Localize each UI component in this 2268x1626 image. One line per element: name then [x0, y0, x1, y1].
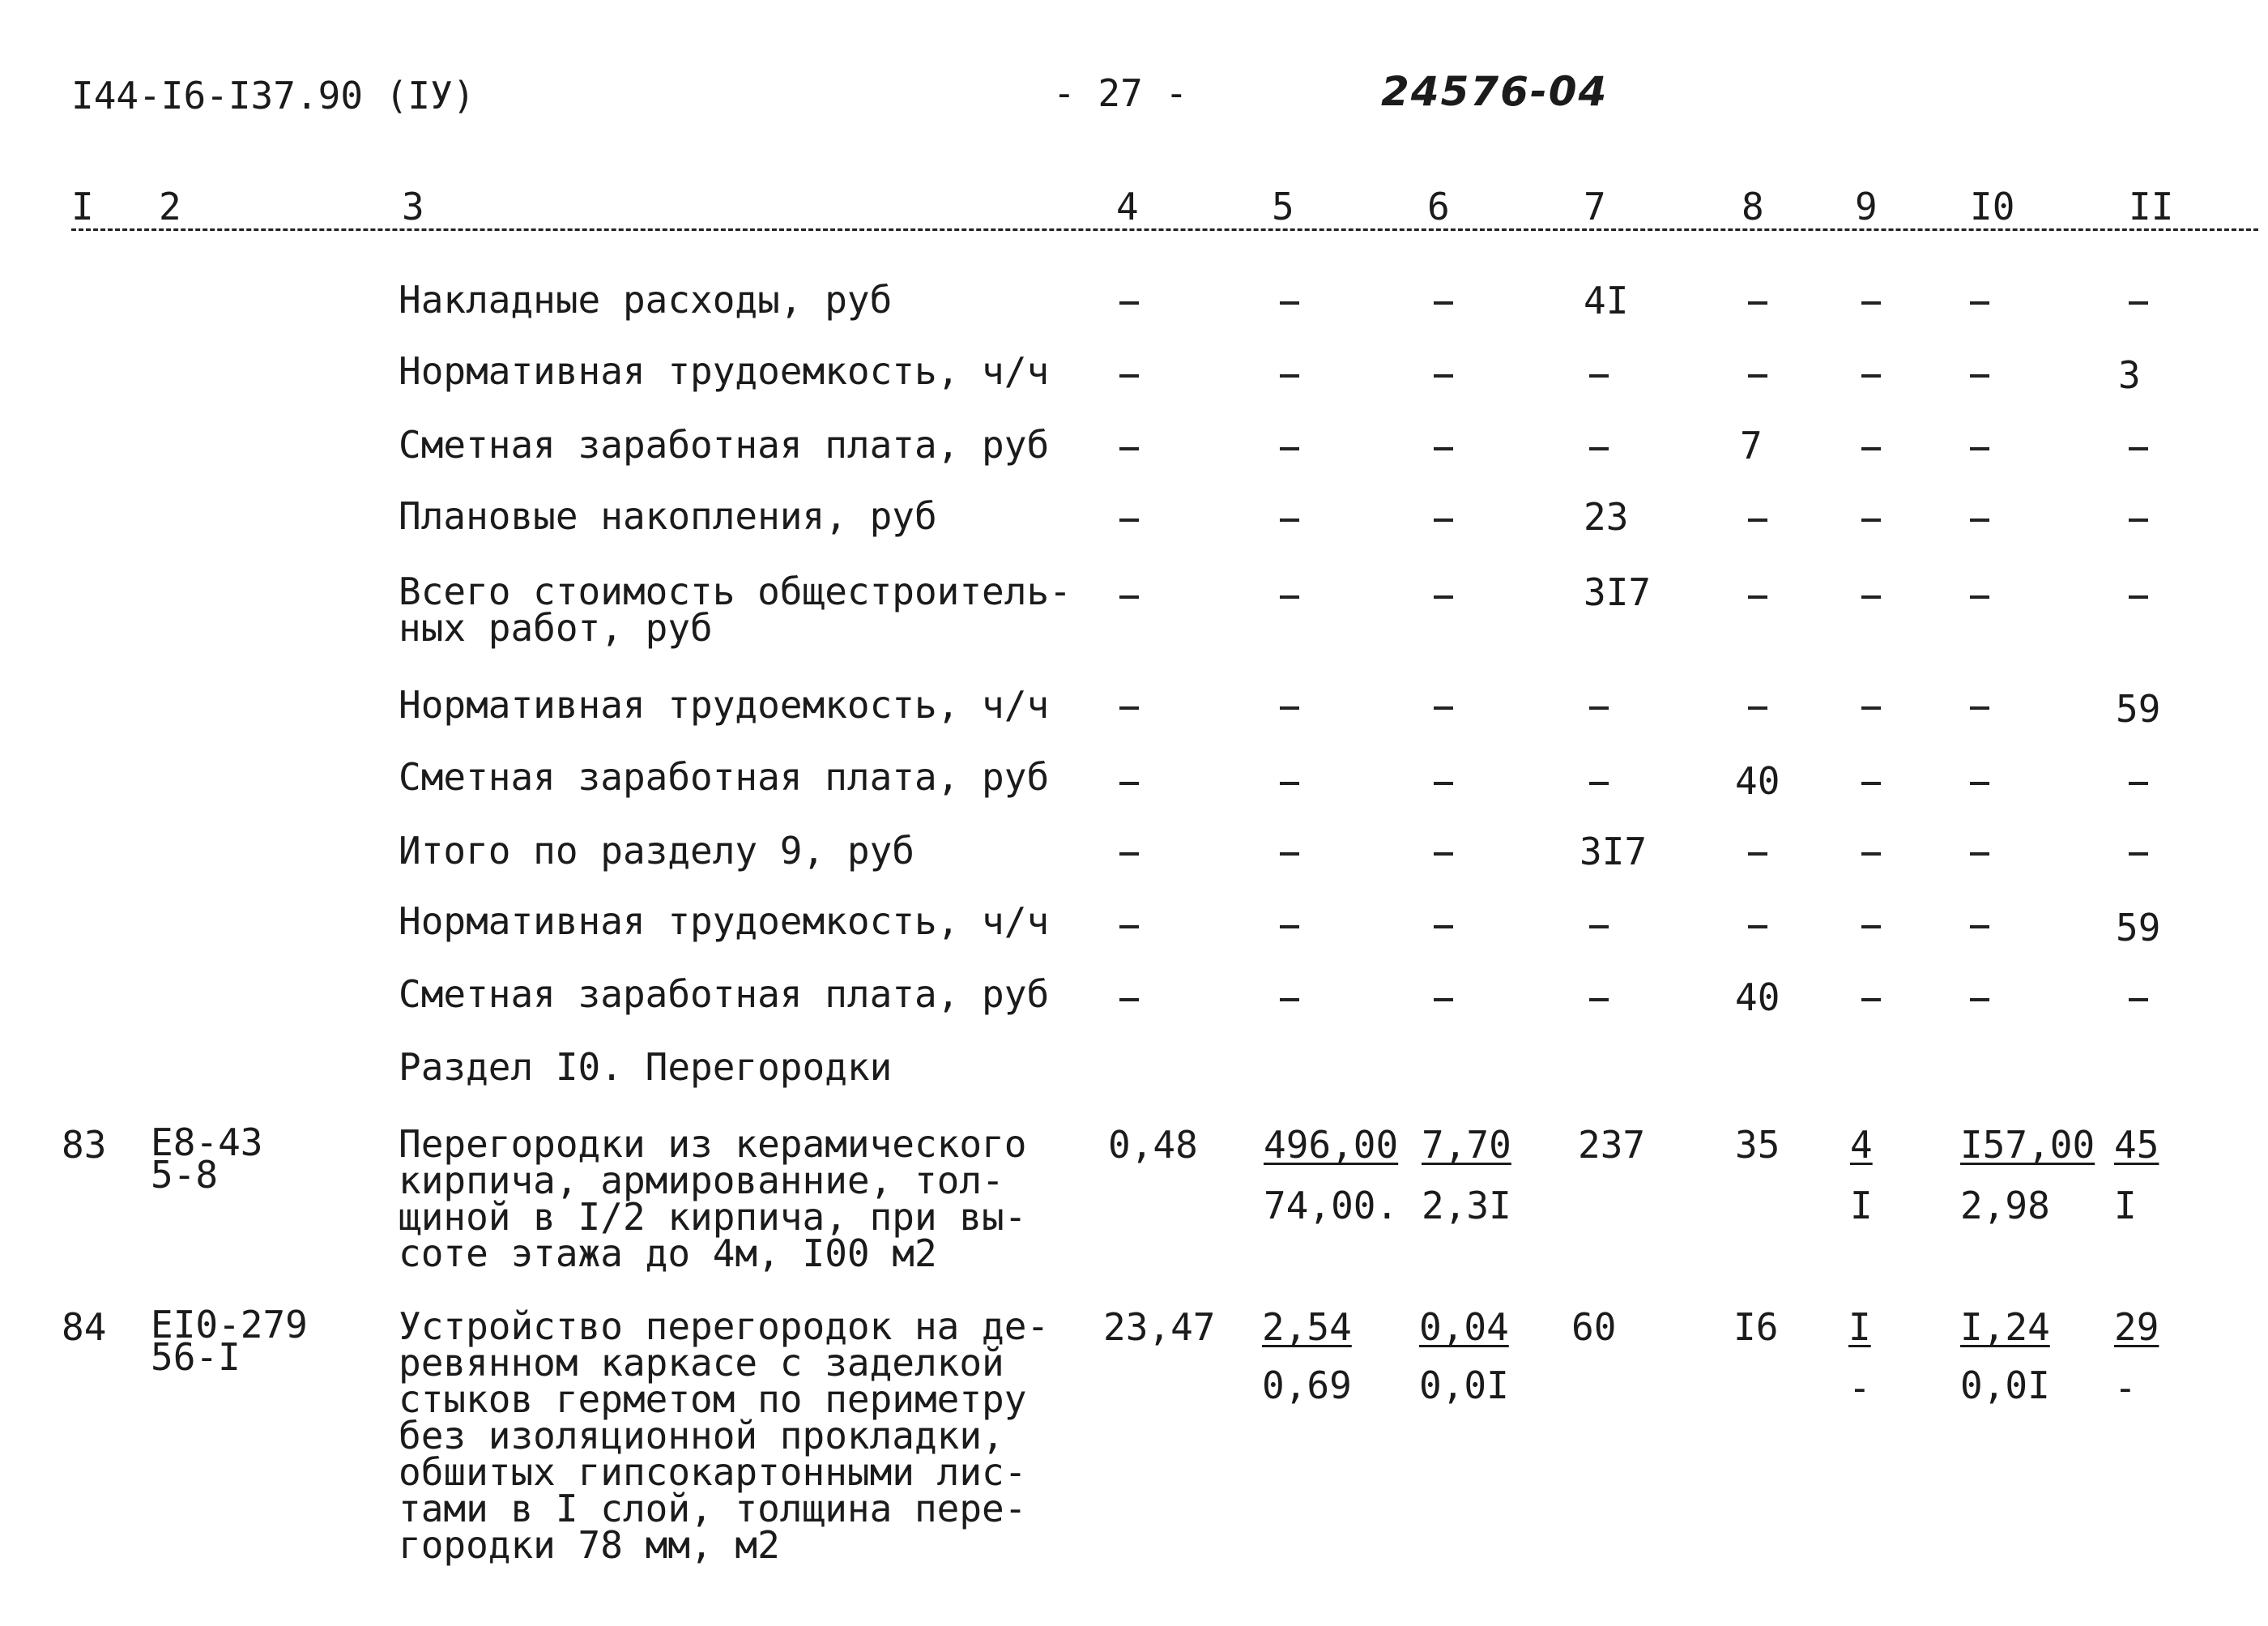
empty-cell-dash [1589, 447, 1609, 450]
empty-cell-dash [1434, 852, 1453, 856]
cell-col6-top: 0,04 [1419, 1305, 1509, 1349]
cell-col9-bottom: - [1848, 1366, 1871, 1410]
empty-cell-dash [1970, 301, 1989, 305]
cell-col5-top: 496,00 [1264, 1123, 1399, 1167]
cell-col11-top: 45 [2114, 1123, 2159, 1167]
empty-cell-dash [1280, 447, 1299, 450]
row-label: Нормативная трудоемкость, ч/ч [399, 349, 1050, 393]
empty-cell-dash [1119, 301, 1139, 305]
cell-col6-bottom: 0,0I [1419, 1364, 1509, 1407]
row-label: Итого по разделу 9, руб [399, 829, 914, 873]
document-code: I44-I6-I37.90 (IУ) [71, 74, 475, 117]
item-code [151, 1303, 308, 1379]
empty-cell-dash [1861, 519, 1881, 522]
cell-col7: 23 [1584, 495, 1629, 539]
item-number: 83 [62, 1123, 107, 1167]
empty-cell-dash [1861, 852, 1881, 856]
cell-col10-bottom: 0,0I [1960, 1364, 2050, 1407]
empty-cell-dash [1861, 998, 1881, 1001]
cell-col11: 3 [2118, 353, 2141, 397]
cell-col6-top: 7,70 [1422, 1123, 1511, 1167]
empty-cell-dash [2129, 998, 2148, 1001]
col-header-11: II [2129, 185, 2174, 228]
empty-cell-dash [1119, 374, 1139, 378]
item-code-line2: 5-8 [151, 1153, 219, 1197]
row-label: Сметная заработная плата, руб [399, 423, 1050, 467]
empty-cell-dash [1970, 852, 1989, 856]
empty-cell-dash [1434, 374, 1453, 378]
col-header-10: I0 [1970, 185, 2015, 228]
empty-cell-dash [1970, 595, 1989, 599]
cell-col8: I6 [1733, 1305, 1779, 1349]
empty-cell-dash [1119, 519, 1139, 522]
item-description: Устройство перегородок на де- ревянном каркасе с заделкой стыков герметом по периметру без изоляционной прокладки, обшитых гипсокартонными лис- тами в I слой, толщина пере- городки 78 мм, м2 [399, 1304, 1050, 1567]
col-header-6: 6 [1427, 185, 1450, 228]
empty-cell-dash [2129, 782, 2148, 785]
empty-cell-dash [1970, 782, 1989, 785]
row-label: Накладные расходы, руб [399, 278, 893, 322]
cell-col11-top: 29 [2114, 1305, 2159, 1349]
cell-col10-top: I57,00 [1960, 1123, 2095, 1167]
row-label: Нормативная трудоемкость, ч/ч [399, 683, 1050, 727]
empty-cell-dash [1589, 706, 1609, 710]
empty-cell-dash [1119, 998, 1139, 1001]
empty-cell-dash [2129, 519, 2148, 522]
empty-cell-dash [1434, 519, 1453, 522]
empty-cell-dash [1434, 595, 1453, 599]
empty-cell-dash [1861, 301, 1881, 305]
cell-col10-bottom: 2,98 [1960, 1184, 2050, 1227]
cell-col5-top: 2,54 [1262, 1305, 1352, 1349]
section-title: Раздел I0. Перегородки [399, 1045, 893, 1089]
cell-col9-bottom: I [1850, 1184, 1873, 1227]
empty-cell-dash [1861, 782, 1881, 785]
cell-col11-bottom: - [2114, 1366, 2137, 1410]
empty-cell-dash [1861, 925, 1881, 928]
empty-cell-dash [1434, 998, 1453, 1001]
cell-col7: 4I [1584, 279, 1629, 322]
item-code [151, 1120, 263, 1197]
row-label: Нормативная трудоемкость, ч/ч [399, 899, 1050, 943]
empty-cell-dash [1970, 925, 1989, 928]
empty-cell-dash [1589, 782, 1609, 785]
empty-cell-dash [1970, 519, 1989, 522]
empty-cell-dash [1434, 301, 1453, 305]
empty-cell-dash [2129, 447, 2148, 450]
cell-col7: 60 [1571, 1305, 1617, 1349]
cell-col11-bottom: I [2114, 1184, 2137, 1227]
item-code-line2: 56-I [151, 1335, 241, 1379]
cell-col7: 3I7 [1580, 830, 1648, 873]
empty-cell-dash [1280, 595, 1299, 599]
empty-cell-dash [1861, 595, 1881, 599]
empty-cell-dash [2129, 595, 2148, 599]
row-label: Сметная заработная плата, руб [399, 972, 1050, 1016]
empty-cell-dash [1280, 998, 1299, 1001]
item-code-line1: ЕI0-279 [151, 1303, 308, 1346]
col-header-2: 2 [159, 185, 181, 228]
cell-col5-bottom: 74,00. [1264, 1184, 1399, 1227]
empty-cell-dash [1119, 706, 1139, 710]
empty-cell-dash [1434, 706, 1453, 710]
empty-cell-dash [2129, 852, 2148, 856]
empty-cell-dash [1280, 782, 1299, 785]
col-header-7: 7 [1584, 185, 1606, 228]
empty-cell-dash [1748, 925, 1767, 928]
empty-cell-dash [1280, 301, 1299, 305]
cell-col9-top: 4 [1850, 1123, 1873, 1167]
empty-cell-dash [1434, 782, 1453, 785]
empty-cell-dash [1280, 374, 1299, 378]
row-label: Сметная заработная плата, руб [399, 755, 1050, 799]
empty-cell-dash [1970, 447, 1989, 450]
cell-col5-bottom: 0,69 [1262, 1364, 1352, 1407]
empty-cell-dash [1748, 595, 1767, 599]
page-number: - 27 - [1053, 71, 1188, 115]
empty-cell-dash [1119, 447, 1139, 450]
cell-col8: 7 [1740, 424, 1763, 467]
empty-cell-dash [1861, 374, 1881, 378]
cell-col6-bottom: 2,3I [1422, 1184, 1511, 1227]
cell-col8: 35 [1735, 1123, 1780, 1167]
empty-cell-dash [1861, 706, 1881, 710]
empty-cell-dash [1970, 998, 1989, 1001]
cell-col9-top: I [1848, 1305, 1871, 1349]
empty-cell-dash [1119, 595, 1139, 599]
item-number: 84 [62, 1305, 107, 1349]
empty-cell-dash [1748, 852, 1767, 856]
empty-cell-dash [1748, 301, 1767, 305]
col-header-9: 9 [1855, 185, 1878, 228]
item-code-line1: Е8-43 [151, 1120, 263, 1164]
empty-cell-dash [1748, 374, 1767, 378]
cell-col10-top: I,24 [1960, 1305, 2050, 1349]
row-label: Плановые накопления, руб [399, 494, 937, 538]
empty-cell-dash [1280, 925, 1299, 928]
empty-cell-dash [1589, 998, 1609, 1001]
cell-col8: 40 [1735, 759, 1780, 803]
col-header-8: 8 [1742, 185, 1764, 228]
empty-cell-dash [1748, 519, 1767, 522]
cell-col4: 0,48 [1108, 1123, 1198, 1167]
empty-cell-dash [1119, 925, 1139, 928]
empty-cell-dash [1748, 706, 1767, 710]
empty-cell-dash [1589, 374, 1609, 378]
cell-col11: 59 [2116, 906, 2161, 950]
header-divider [71, 228, 2258, 231]
empty-cell-dash [1280, 706, 1299, 710]
empty-cell-dash [1589, 925, 1609, 928]
empty-cell-dash [1970, 374, 1989, 378]
cell-col8: 40 [1735, 975, 1780, 1019]
cell-col7: 3I7 [1584, 570, 1652, 614]
handwritten-number: 24576-04 [1381, 68, 1609, 115]
empty-cell-dash [2129, 301, 2148, 305]
col-header-5: 5 [1272, 185, 1294, 228]
col-header-3: 3 [402, 185, 424, 228]
empty-cell-dash [1280, 519, 1299, 522]
item-description: Перегородки из керамического кирпича, армированние, тол- щиной в I/2 кирпича, при вы- соте этажа до 4м, I00 м2 [399, 1122, 1027, 1275]
empty-cell-dash [1119, 852, 1139, 856]
cell-col4: 23,47 [1103, 1305, 1216, 1349]
cell-col11: 59 [2116, 687, 2161, 731]
empty-cell-dash [1280, 852, 1299, 856]
row-label: Всего стоимость общестроитель- ных работ, руб [399, 570, 1072, 650]
col-header-4: 4 [1116, 185, 1139, 228]
empty-cell-dash [1861, 447, 1881, 450]
empty-cell-dash [1434, 925, 1453, 928]
col-header-1: I [71, 185, 94, 228]
empty-cell-dash [1970, 706, 1989, 710]
empty-cell-dash [1119, 782, 1139, 785]
empty-cell-dash [1434, 447, 1453, 450]
cell-col7: 237 [1578, 1123, 1646, 1167]
